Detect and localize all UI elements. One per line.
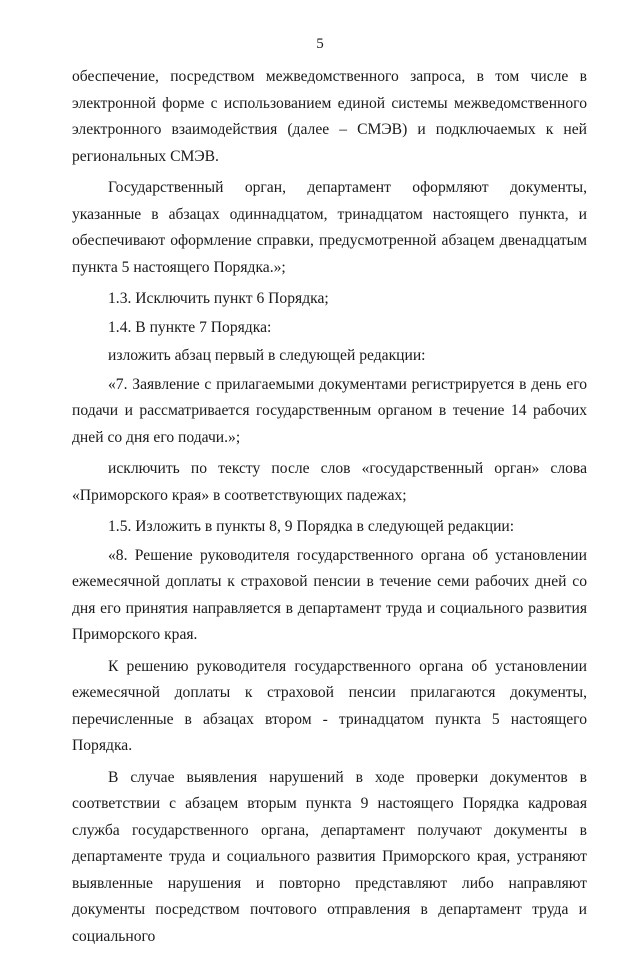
paragraph-continuation: обеспечение, посредством межведомственного запроса, в том числе в электронной форме с использованием единой системы межведомственного электронного взаимодействия (далее – СМЭВ) и подключаемых к ней региональных СМЭВ. <box>72 68 587 165</box>
paragraph-item-1-4: 1.4. В пункте 7 Порядка: <box>108 318 272 336</box>
paragraph-violations: В случае выявления нарушений в ходе проверки документов в соответствии с абзацем вторым пункта 9 настоящего Порядка кадровая служба государственного органа, департамент получают документы в департаменте труда и социального развития Приморского края, устраняют выявленные нарушения и повторно представляют либо направляют документы посредством почтового отправления в департамент труда и социального <box>72 768 587 945</box>
paragraph-exclude-words: исключить по тексту после слов «государственный орган» слова «Приморского края» в соответствующих падежах; <box>72 460 587 504</box>
paragraph-point-8-text: «8. Решение руководителя государственного органа об установлении ежемесячной доплаты к страховой пенсии в течение семи рабочих дней со дня его принятия направляется в департамент труда и социального развития Приморского края. <box>72 546 587 643</box>
paragraph-item-1-5: 1.5. Изложить в пункты 8, 9 Порядка в следующей редакции: <box>108 518 515 535</box>
paragraph-first-abzac-instruction: изложить абзац первый в следующей редакции: <box>108 347 426 364</box>
paragraph-point-7-text: «7. Заявление с прилагаемыми документами регистрируется в день его подачи и рассматривается государственным органом в течение 14 рабочих дней со дня его подачи.»; <box>72 375 587 446</box>
paragraph-documents-preparation: Государственный орган, департамент оформляют документы, указанные в абзацах одиннадцатом, тринадцатом настоящего пункта, и обеспечивают оформление справки, предусмотренной абзацем двенадцатым пункта 5 настоящего Порядка.»; <box>72 179 587 276</box>
document-body <box>72 64 587 955</box>
paragraph-item-1-3: 1.3. Исключить пункт 6 Порядка; <box>108 290 329 307</box>
paragraph-attached-documents: К решению руководителя государственного органа об установлении ежемесячной доплаты к страховой пенсии прилагаются документы, перечисленные в абзацах втором - тринадцатом пункта 5 настоящего Порядка. <box>72 657 587 754</box>
page-number: 5 <box>316 36 324 52</box>
